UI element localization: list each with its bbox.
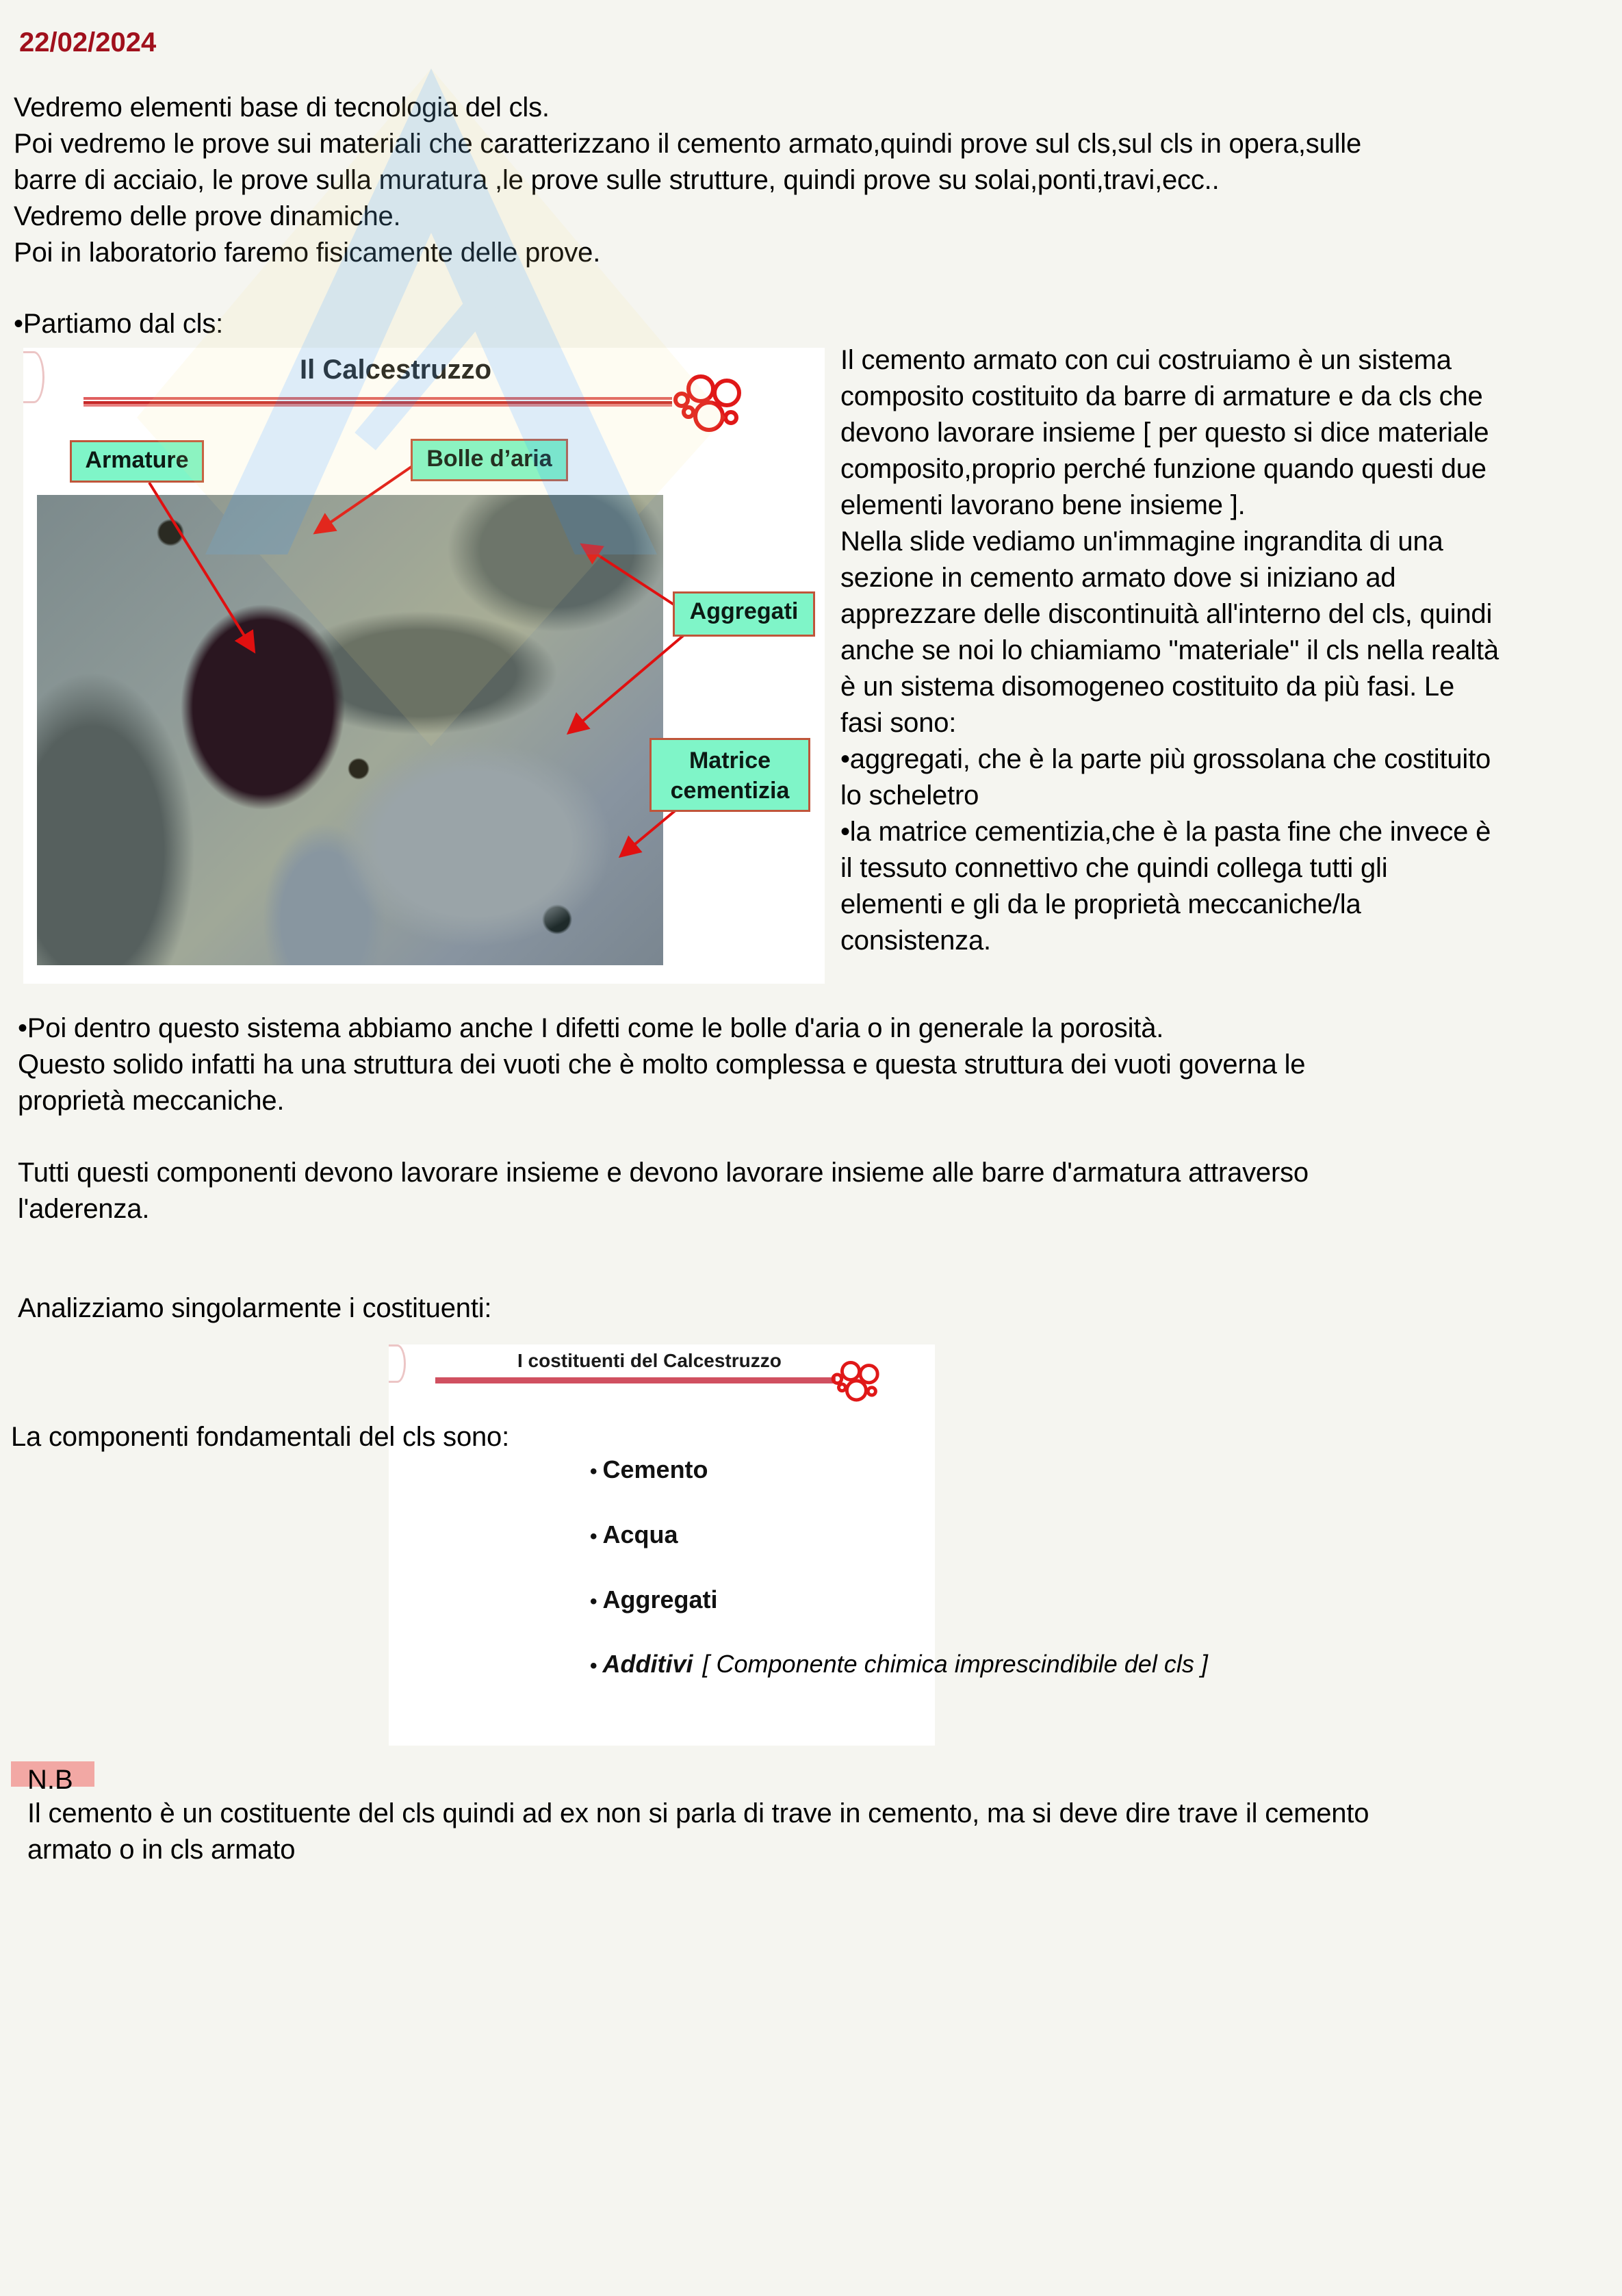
list-item bbox=[590, 1455, 708, 1484]
slide-title-rule bbox=[435, 1377, 836, 1383]
explanation-line: consistenza. bbox=[840, 926, 991, 956]
slide-explanation bbox=[840, 342, 1499, 959]
callout-armature: Armature bbox=[70, 440, 204, 483]
date-heading: 22/02/2024 bbox=[19, 27, 157, 58]
explanation-line: elementi e gli da le proprietà meccaniche/la bbox=[840, 889, 1361, 919]
explanation-line: composito costituito da barre di armature e da cls che bbox=[840, 381, 1483, 411]
nb-line: Il cemento è un costituente del cls quindi ad ex non si parla di trave in cemento, ma si deve dire trave il cemento bbox=[27, 1798, 1369, 1828]
slide-costituenti bbox=[389, 1344, 1208, 1746]
university-crest-icon bbox=[389, 1344, 406, 1383]
intro-line: Poi in laboratorio faremo fisicamente delle prove. bbox=[14, 238, 601, 268]
arrow-armature bbox=[149, 483, 253, 649]
bubbles-logo-icon bbox=[827, 1357, 884, 1405]
callout-matrice-cementizia bbox=[649, 738, 810, 812]
arrow-matrice bbox=[623, 806, 680, 854]
explanation-line: lo scheletro bbox=[840, 780, 979, 811]
intro-line: Vedremo elementi base di tecnologia del cls. bbox=[14, 92, 550, 123]
slide-title: Il Calcestruzzo bbox=[300, 355, 492, 385]
explanation-line: •aggregati, che è la parte più grossolana che costituito bbox=[840, 744, 1491, 774]
explanation-line: il tessuto connettivo che quindi collega tutti gli bbox=[840, 853, 1388, 883]
defects-line: •Poi dentro questo sistema abbiamo anche I difetti come le bolle d'aria o in generale la porosità. bbox=[18, 1013, 1164, 1043]
explanation-line: apprezzare delle discontinuità all'interno del cls, quindi bbox=[840, 599, 1493, 629]
bullet-icon: • bbox=[590, 1460, 597, 1483]
item-label: Aggregati bbox=[602, 1585, 718, 1613]
explanation-line: Nella slide vediamo un'immagine ingrandita di una bbox=[840, 526, 1443, 557]
intro-line: barre di acciaio, le prove sulla muratura ,le prove sulle strutture, quindi prove su solai,ponti,travi,ecc.. bbox=[14, 165, 1220, 195]
bullet-icon: • bbox=[590, 1655, 597, 1677]
arrow-aggregati-1 bbox=[584, 546, 679, 608]
defects-line: proprietà meccaniche. bbox=[18, 1086, 285, 1116]
intro-paragraph bbox=[14, 90, 1361, 271]
together-paragraph bbox=[18, 1155, 1309, 1227]
item-label: Additivi bbox=[602, 1650, 693, 1678]
nb-line: armato o in cls armato bbox=[27, 1835, 296, 1865]
slide-title: I costituenti del Calcestruzzo bbox=[517, 1350, 782, 1371]
explanation-line: anche se noi lo chiamiamo "materiale" il cls nella realtà bbox=[840, 635, 1499, 665]
item-label: Acqua bbox=[602, 1520, 678, 1548]
analyze-heading: Analizziamo singolarmente i costituenti: bbox=[18, 1293, 492, 1323]
explanation-line: devono lavorare insieme [ per questo si dice materiale bbox=[840, 418, 1489, 448]
explanation-line: •la matrice cementizia,che è la pasta fine che invece è bbox=[840, 817, 1491, 847]
callout-bolle-aria: Bolle d’aria bbox=[411, 439, 568, 481]
explanation-line: è un sistema disomogeneo costituito da più fasi. Le bbox=[840, 672, 1455, 702]
list-item bbox=[590, 1585, 718, 1614]
nb-label: N.B bbox=[27, 1765, 73, 1795]
nb-paragraph bbox=[27, 1796, 1369, 1868]
callout-matrice-line: cementizia bbox=[670, 778, 790, 804]
slide-calcestruzzo bbox=[23, 348, 825, 984]
bullet-icon: • bbox=[590, 1590, 597, 1613]
item-label: Cemento bbox=[602, 1455, 708, 1483]
defects-line: Questo solido infatti ha una struttura dei vuoti che è molto complessa e questa struttura dei vuoti governa le bbox=[18, 1049, 1306, 1080]
item-note: [ Componente chimica imprescindibile del cls ] bbox=[702, 1650, 1208, 1678]
arrow-aggregati-2 bbox=[571, 635, 684, 731]
components-intro: La componenti fondamentali del cls sono: bbox=[11, 1422, 510, 1452]
section-heading-partiamo: •Partiamo dal cls: bbox=[14, 309, 224, 339]
bullet-icon: • bbox=[590, 1525, 597, 1548]
list-item bbox=[590, 1650, 1208, 1679]
explanation-line: Il cemento armato con cui costruiamo è un sistema bbox=[840, 345, 1452, 375]
explanation-line: elementi lavorano bene insieme ]. bbox=[840, 490, 1246, 520]
defects-paragraph bbox=[18, 1010, 1305, 1119]
explanation-line: composito,proprio perché funzione quando questi due bbox=[840, 454, 1486, 484]
intro-line: Vedremo delle prove dinamiche. bbox=[14, 201, 401, 231]
together-line: l'aderenza. bbox=[18, 1194, 150, 1224]
intro-line: Poi vedremo le prove sui materiali che caratterizzano il cemento armato,quindi prove sul cls,sul cls in opera,sulle bbox=[14, 129, 1362, 159]
callout-aggregati: Aggregati bbox=[673, 591, 815, 637]
list-item bbox=[590, 1520, 678, 1549]
arrow-bolle bbox=[318, 461, 420, 531]
together-line: Tutti questi componenti devono lavorare insieme e devono lavorare insieme alle barre d'armatura attraverso bbox=[18, 1158, 1309, 1188]
explanation-line: sezione in cemento armato dove si iniziano ad bbox=[840, 563, 1396, 593]
callout-matrice-line: Matrice bbox=[688, 748, 771, 774]
explanation-line: fasi sono: bbox=[840, 708, 957, 738]
